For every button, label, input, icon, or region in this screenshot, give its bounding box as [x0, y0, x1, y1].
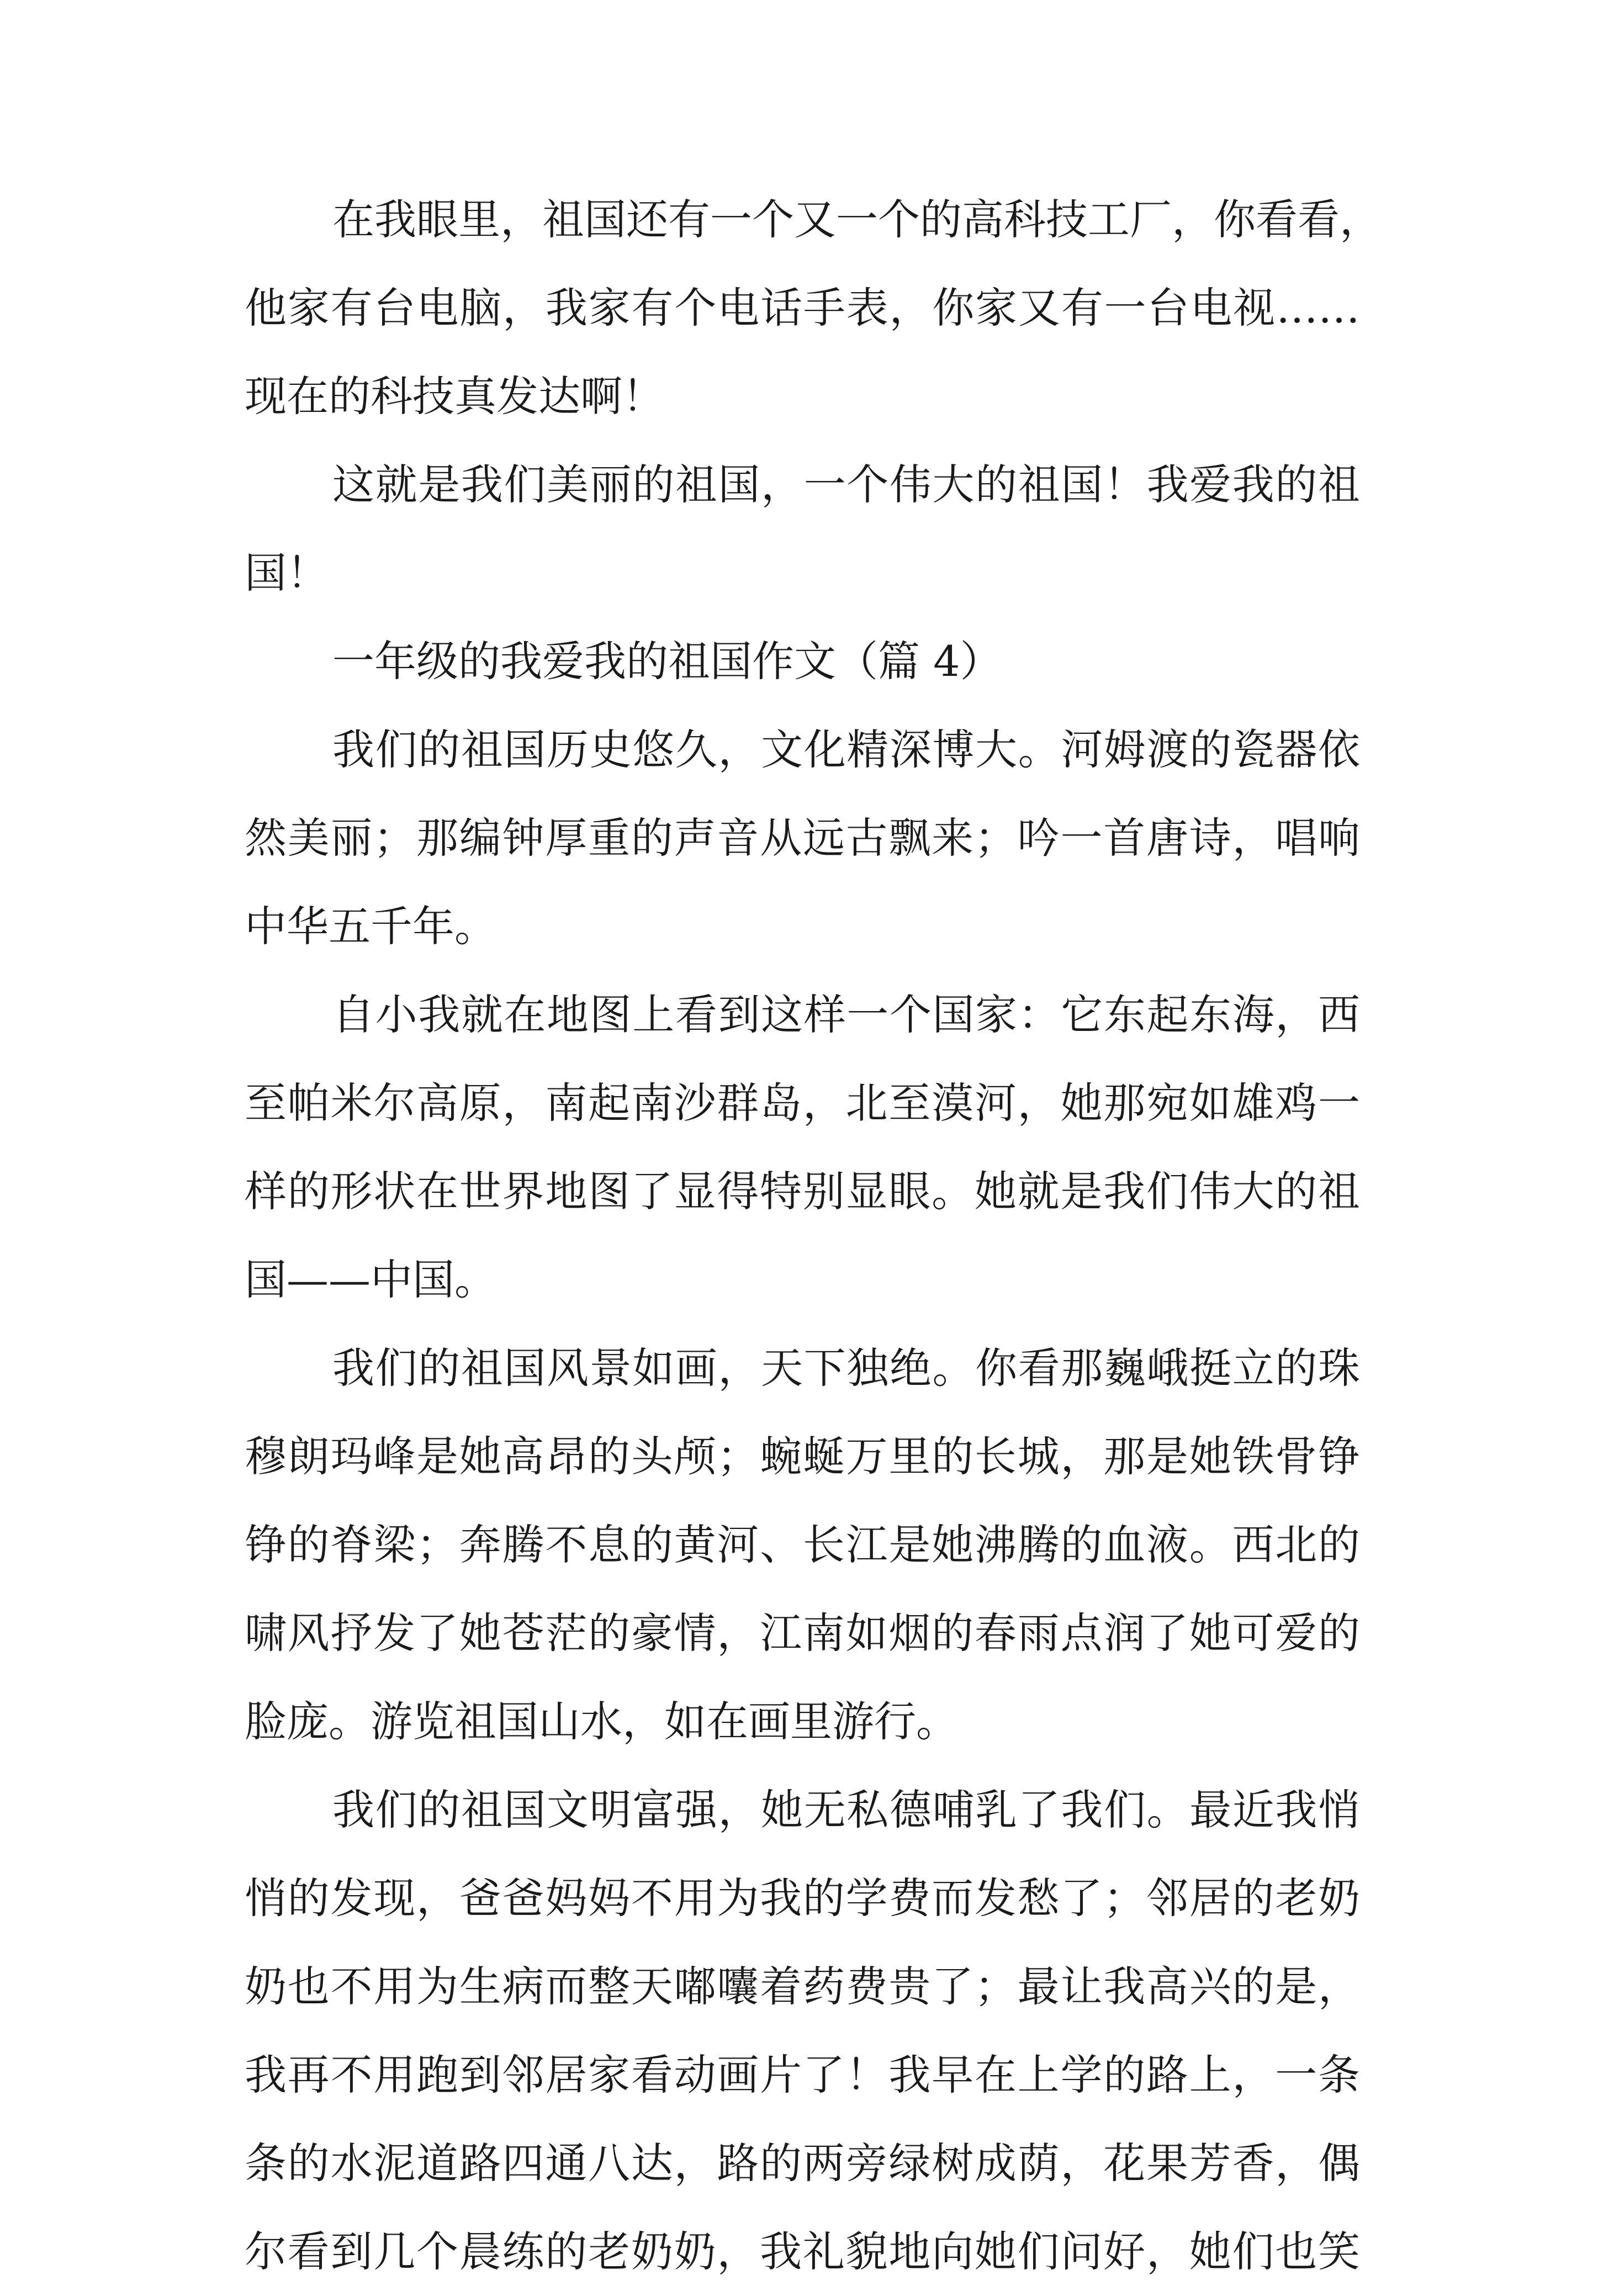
document-body: [245, 176, 1382, 2296]
text-line: 然美丽；那编钟厚重的声音从远古飘来；吟一首唐诗，唱响: [245, 813, 1360, 863]
text-line: 样的形状在世界地图了显得特别显眼。她就是我们伟大的祖: [245, 1167, 1360, 1216]
text-line: 中华五千年。: [245, 902, 496, 951]
text-line: 悄的发现，爸爸妈妈不用为我的学费而发愁了；邻居的老奶: [245, 1874, 1360, 1923]
text-line: 我们的祖国风景如画，天下独绝。你看那巍峨挺立的珠: [332, 1343, 1360, 1393]
text-line: 奶也不用为生病而整天嘟囔着药费贵了；最让我高兴的是，: [245, 1962, 1360, 2011]
text-line: 现在的科技真发达啊！: [245, 372, 664, 421]
text-line: 国——中国。: [245, 1255, 496, 1304]
text-line: 啸风抒发了她苍茫的豪情，江南如烟的春雨点润了她可爱的: [245, 1609, 1360, 1658]
text-line: 我们的祖国文明富强，她无私德哺乳了我们。最近我悄: [332, 1785, 1360, 1834]
text-line: 条的水泥道路四通八达，路的两旁绿树成荫，花果芳香，偶: [245, 2139, 1360, 2188]
text-line: 脸庞。游览祖国山水，如在画里游行。: [245, 1697, 958, 1746]
text-line: 穆朗玛峰是她高昂的头颅；蜿蜒万里的长城，那是她铁骨铮: [245, 1432, 1360, 1481]
text-line: 我再不用跑到邻居家看动画片了！我早在上学的路上，一条: [245, 2050, 1360, 2099]
text-line: 这就是我们美丽的祖国，一个伟大的祖国！我爱我的祖: [332, 460, 1360, 509]
text-line: 在我眼里，祖国还有一个又一个的高科技工厂，你看看，: [332, 195, 1382, 244]
text-line: 尔看到几个晨练的老奶奶，我礼貌地向她们问好，她们也笑: [245, 2227, 1360, 2276]
text-line: 我们的祖国历史悠久，文化精深博大。河姆渡的瓷器依: [332, 725, 1360, 774]
text-line: 他家有台电脑，我家有个电话手表，你家又有一台电视……: [245, 283, 1360, 332]
text-line: 国！: [245, 548, 329, 597]
text-line: 自小我就在地图上看到这样一个国家：它东起东海，西: [332, 990, 1360, 1039]
text-line: 至帕米尔高原，南起南沙群岛，北至漠河，她那宛如雄鸡一: [245, 1078, 1360, 1128]
text-line: 铮的脊梁；奔腾不息的黄河、长江是她沸腾的血液。西北的: [245, 1520, 1360, 1569]
text-line: 一年级的我爱我的祖国作文（篇 4）: [332, 637, 1002, 686]
